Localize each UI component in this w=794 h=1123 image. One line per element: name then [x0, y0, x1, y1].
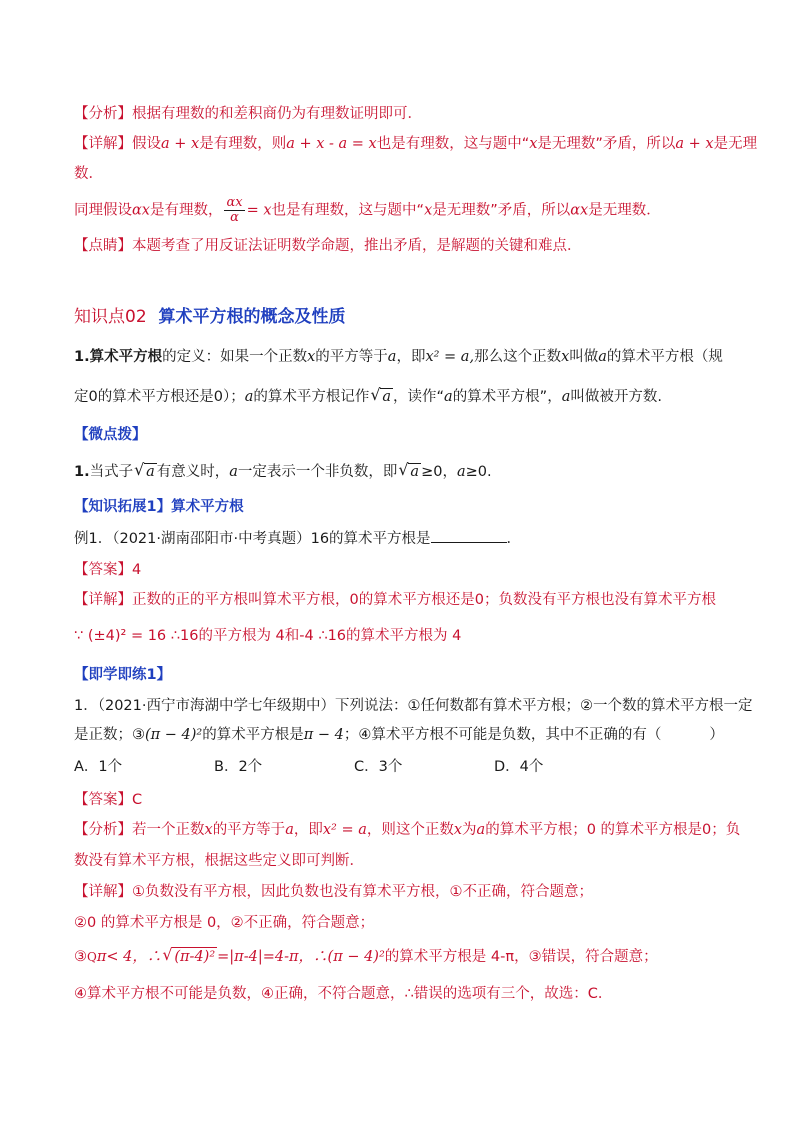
answer-text: 4	[132, 562, 142, 578]
option-d: D．4个	[494, 759, 544, 775]
detail-line-7	[74, 947, 658, 967]
comment-text: 本题考查了用反证法证明数学命题，推出矛盾，是解题的关键和难点．	[132, 238, 582, 254]
detail-text: 是有理数，则	[199, 136, 287, 152]
detail-line-1-cont: 数．	[74, 166, 103, 182]
section-number: 知识点02	[74, 307, 147, 327]
analysis-line-2	[74, 820, 740, 840]
analysis-line-2-cont: 数没有算术平方根，根据这些定义即可判断．	[74, 853, 364, 869]
question-text: 是正数；③	[74, 727, 145, 743]
option-a: A．1个	[74, 759, 123, 775]
detail-tag: 【详解】	[74, 136, 132, 152]
radicand: a	[146, 464, 155, 480]
math-var: x	[529, 136, 538, 152]
sqrt-symbol	[399, 462, 421, 482]
detail-line-4: ∵ (±4)² = 16 ∴16的平方根为 4和-4 ∴16的算术平方根为 4	[74, 628, 462, 644]
detail-text: 的算术平方根是 4-π，③错误，符合题意；	[384, 949, 658, 965]
sqrt-symbol	[371, 387, 393, 407]
math-expr: π − 4	[303, 727, 344, 743]
definition-text: 的算术平方根（规	[606, 349, 723, 365]
practice-heading: 【即学即练1】	[74, 667, 172, 683]
tip-text: 当式子	[89, 464, 134, 480]
math-var: a	[244, 389, 254, 405]
math-expr: x² = a,	[425, 349, 475, 365]
question-text: 的算术平方根是	[202, 727, 304, 743]
detail-tag: 【详解】	[74, 884, 132, 900]
analysis-text: 为	[462, 822, 477, 838]
analysis-text: 若一个正数	[132, 822, 205, 838]
tip-lead: 1.	[74, 464, 90, 480]
fraction	[224, 196, 244, 225]
radicand: a	[410, 464, 420, 480]
question-text: ；④算术平方根不可能是负数，其中不正确的有（	[343, 727, 662, 743]
example-end: ．	[506, 531, 522, 547]
answer-line-2	[74, 790, 142, 810]
question-line-1: 1．（2021·西宁市海湖中学七年级期中）下列说法：①任何数都有算术平方根；②一个数的算术平方根一定	[74, 698, 753, 714]
answer-line	[74, 560, 141, 580]
options-line	[74, 757, 634, 777]
section-heading	[74, 302, 345, 327]
detail-tag: 【详解】	[74, 592, 132, 608]
comment-line	[74, 236, 582, 256]
definition-text: 的算术平方根记作	[253, 389, 370, 405]
math-var: a	[285, 822, 294, 838]
math-var: a	[444, 389, 453, 405]
math-var: a	[598, 349, 607, 365]
math-expr: x² = a	[322, 822, 367, 838]
detail-text: 正数的正的平方根叫算术平方根，0的算术平方根还是0；负数没有平方根也没有算术平方根	[132, 592, 716, 608]
math-expr: a + x - a = x	[286, 136, 377, 152]
detail-text: 是无理数”矛盾，所以	[432, 202, 571, 219]
tip-text: ≥0.	[465, 464, 492, 480]
math-var: x	[561, 349, 570, 365]
math-var: x	[424, 202, 433, 219]
sqrt-symbol	[135, 462, 157, 482]
example-text: 例1．（2021·湖南邵阳市·中考真题）16的算术平方根是	[74, 531, 431, 547]
analysis-tag: 【分析】	[74, 822, 132, 838]
detail-text: 是无理数．	[588, 202, 661, 219]
math-expr: = x	[246, 202, 272, 219]
definition-text: 叫做	[569, 349, 599, 365]
fraction-denominator: α	[230, 210, 239, 225]
math-var: a	[476, 822, 486, 838]
definition-text: 叫做被开方数.	[570, 389, 662, 405]
definition-text: 那么这个正数	[474, 349, 562, 365]
extension-heading	[74, 497, 244, 517]
definition-text: 的定义：如果一个正数	[162, 349, 308, 365]
analysis-text: 根据有理数的和差积商仍为有理数证明即可．	[132, 106, 422, 122]
math-var: a	[456, 464, 466, 480]
math-expr: π< 4，∴	[96, 949, 162, 965]
detail-text: 是无理数”矛盾，所以	[537, 136, 676, 152]
math-expr: =|π-4|=4-π，∴	[217, 949, 328, 965]
answer-blank	[431, 528, 507, 543]
definition-text: 定0的算术平方根还是0）；	[74, 389, 245, 405]
math-expr: a + x	[675, 136, 714, 152]
analysis-tag: 【分析】	[74, 106, 132, 122]
example-line	[74, 528, 521, 549]
definition-text: 的算术平方根”，	[452, 389, 562, 405]
math-var: a	[561, 389, 571, 405]
detail-text: 也是有理数，这与题中“	[376, 136, 530, 152]
detail-text: 是无理	[713, 136, 758, 152]
radicand: a	[382, 389, 392, 405]
question-text: ）	[709, 727, 724, 743]
detail-line-8: ④算术平方根不可能是负数，④正确，不符合题意，∴错误的选项有三个，故选：C．	[74, 986, 613, 1002]
option-c: C．3个	[354, 759, 403, 775]
detail-text: 同理假设	[74, 202, 132, 219]
detail-line-1	[74, 134, 757, 154]
question-line-2	[74, 725, 724, 745]
definition-text: ，即	[396, 349, 426, 365]
section-title: 算术平方根的概念及性质	[158, 307, 346, 327]
definition-text: ，读作“	[393, 389, 445, 405]
answer-tag: 【答案】	[74, 792, 132, 808]
math-expr: αx	[570, 202, 589, 219]
detail-line-6: ②0 的算术平方根是 0，②不正确，符合题意；	[74, 915, 375, 931]
detail-text: ①负数没有平方根，因此负数也没有算术平方根，①不正确，符合题意；	[132, 884, 593, 900]
option-b: B．2个	[214, 759, 263, 775]
detail-line-2	[74, 196, 661, 225]
comment-tag: 【点睛】	[74, 238, 132, 254]
answer-tag: 【答案】	[74, 562, 132, 578]
analysis-text: 的平方等于	[212, 822, 286, 838]
math-var: a	[229, 464, 238, 480]
detail-text: ③	[74, 949, 87, 965]
analysis-text: 的算术平方根；0 的算术平方根是0；负	[485, 822, 741, 838]
definition-line-1	[74, 347, 723, 367]
definition-lead: 1.算术平方根	[74, 349, 163, 365]
answer-text: C	[132, 792, 143, 808]
analysis-text: ，则这个正数	[366, 822, 454, 838]
detail-line-3	[74, 590, 716, 610]
definition-line-2	[74, 387, 662, 407]
math-expr: (π − 4)²	[145, 727, 203, 743]
math-var: x	[307, 349, 316, 365]
extension-tag: 【知识拓展1】	[74, 499, 172, 515]
tip-text: 有意义时，	[156, 464, 230, 480]
detail-text: 假设	[132, 136, 161, 152]
tip-text: ≥0，	[421, 464, 457, 480]
definition-text: 的平方等于	[315, 349, 388, 365]
tip-line	[74, 462, 492, 482]
detail-text: 是有理数，	[149, 202, 223, 219]
tip-heading: 【微点拨】	[74, 427, 147, 443]
extension-title: 算术平方根	[171, 499, 244, 515]
math-var: x	[204, 822, 213, 838]
math-expr: a + x	[161, 136, 200, 152]
analysis-text: ，即	[293, 822, 323, 838]
analysis-line	[74, 104, 422, 124]
math-var: x	[453, 822, 463, 838]
because-symbol: Q	[87, 950, 97, 964]
math-expr: (π − 4)²	[327, 949, 385, 965]
tip-text: 一定表示一个非负数，即	[237, 464, 398, 480]
sqrt-symbol	[163, 947, 217, 967]
math-var: a	[387, 349, 397, 365]
fraction-numerator: αx	[226, 195, 243, 210]
radicand: (π-4)²	[174, 949, 216, 965]
detail-line-5	[74, 882, 593, 902]
detail-text: 也是有理数，这与题中“	[271, 202, 425, 219]
math-expr: αx	[132, 202, 150, 219]
